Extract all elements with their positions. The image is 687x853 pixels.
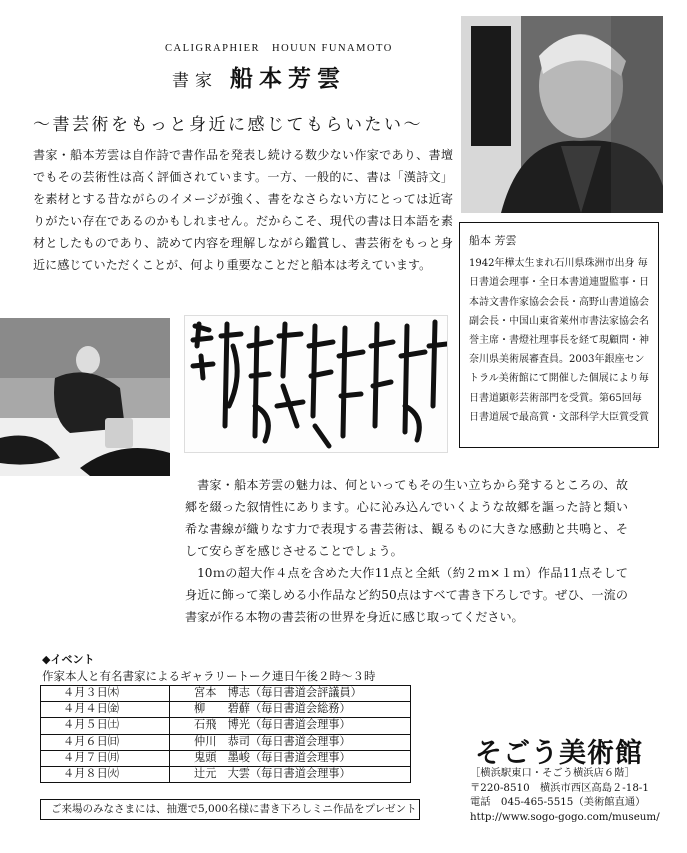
venue-postal-address: 〒220-8510 横浜市西区高島２-18-1 <box>470 781 649 794</box>
table-row <box>41 734 411 750</box>
venue-url[interactable]: http://www.sogo-gogo.com/museum/ <box>470 810 660 823</box>
venue-address-block <box>470 766 660 824</box>
schedule-speaker: 石飛 博光（毎日書道会理事） <box>170 718 411 734</box>
table-row <box>41 718 411 734</box>
artist-role: 書家 <box>172 71 218 91</box>
schedule-speaker: 柳 碧蘚（毎日書道会総務） <box>170 702 411 718</box>
artist-working-photo <box>0 318 170 476</box>
artist-title <box>172 60 346 93</box>
schedule-date: ４月７日㈪ <box>41 750 170 766</box>
schedule-speaker: 宮本 博志（毎日書道会評議員） <box>170 686 411 702</box>
table-row <box>41 686 411 702</box>
schedule-date: ４月６日㈰ <box>41 734 170 750</box>
venue-location: ［横浜駅東口・そごう横浜店６階］ <box>470 767 635 779</box>
body-paragraph-2: 10ｍの超大作４点を含めた大作11点と全紙（約２ｍ×１ｍ）作品11点そして身近に飾って楽しめる小作品など約50点はすべて書き下ろしです。ぜひ、一流の書家が作る本物の書芸術の世界を身近に感じ取ってください。 <box>185 566 628 624</box>
artist-name: 船本芳雲 <box>230 65 346 92</box>
table-row <box>41 766 411 782</box>
venue-phone: 電話 045-465-5515（美術館直通） <box>470 796 646 808</box>
schedule-date: ４月３日㈭ <box>41 686 170 702</box>
venue-name: そごう美術館 <box>475 738 643 769</box>
calligraphy-artwork-image <box>184 315 448 453</box>
intro-paragraph: 書家・船本芳雲は自作詩で書作品を発表し続ける数少ない作家であり、書壇でもその芸術性は高く評価されています。一方、一般的に、書は「漢詩文」を素材とする昔ながらのイメージが強く、書をなさらない方にとっては近寄りがたい存在であるのかもしれません。だからこそ、現代の書は日本語を素材としたものであり、読めて内容を理解しながら鑑賞し、書芸術をもっと身近に感じていただくことが、何より重要なことだと船本は考えています。 <box>33 148 453 272</box>
body-paragraph-1: 書家・船本芳雲の魅力は、何といってもその生い立ちから発するところの、故郷を綴った叙情性にあります。心に沁み込んでいくような故郷を謳った詩と類い希な書線が織りなす力で表現する書芸術は、観るものに大きな感動と共鳴と、そして安らぎを感じさせることでしょう。 <box>185 478 628 558</box>
artist-portrait-photo <box>461 16 663 213</box>
event-schedule-table <box>40 685 411 783</box>
schedule-speaker: 仲川 恭司（毎日書道会理事） <box>170 734 411 750</box>
schedule-date: ４月５日㈯ <box>41 718 170 734</box>
event-header: ◆イベント <box>42 654 95 666</box>
body-text <box>185 474 628 628</box>
schedule-date: ４月４日㈮ <box>41 702 170 718</box>
table-row <box>41 750 411 766</box>
present-notice: ご来場のみなさまには、抽選で5,000名様に書き下ろしミニ作品をプレゼント <box>40 799 420 820</box>
artist-bio-box <box>459 222 659 448</box>
schedule-date: ４月８日㈫ <box>41 766 170 782</box>
bio-name: 船本 芳雲 <box>469 234 517 247</box>
table-row <box>41 702 411 718</box>
schedule-speaker: 辻元 大雲（毎日書道会理事） <box>170 766 411 782</box>
event-description: 作家本人と有名書家によるギャラリートーク連日午後２時〜３時 <box>42 671 376 683</box>
schedule-speaker: 鬼頭 墨峻（毎日書道会理事） <box>170 750 411 766</box>
tagline: 〜書芸術をもっと身近に感じてもらいたい〜 <box>33 115 423 135</box>
artist-romanized-name: CALIGRAPHIER HOUUN FUNAMOTO <box>165 43 393 54</box>
bio-text: 1942年樺太生まれ石川県珠洲市出身 毎日書道会理事・全日本書道連盟監事・日本詩文書作家協会会長・高野山書道協会副会長・中国山東省萊州市書法家協会名誉主席・書燈社理事長を経て現顧問・神奈川県美術展審査員。2003年銀座セントラル美術館にて開催した個展により毎日書道顕彰芸術部門を受賞。第65回毎日書道展で最高賞・文部科学大臣賞受賞 <box>469 258 649 423</box>
